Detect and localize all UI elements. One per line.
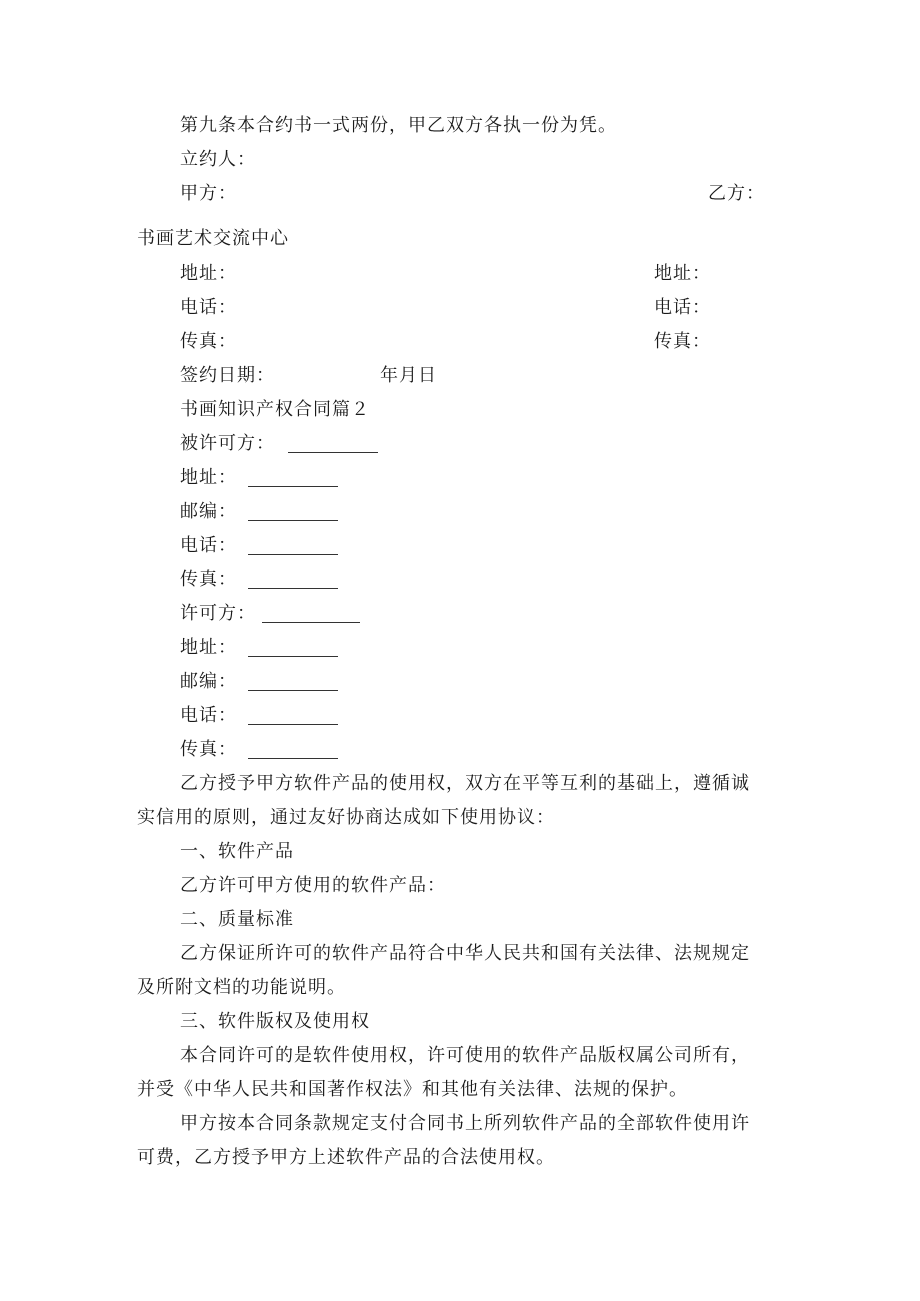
sign-date-ymd: 年月日 xyxy=(380,365,437,386)
licensee-zip-label: 邮编： xyxy=(180,501,237,522)
licensor-phone-label: 电话： xyxy=(180,705,237,726)
party-a-name: 书画艺术交流中心 xyxy=(137,228,289,249)
licensor-blank xyxy=(262,606,360,623)
section-3-paragraph-1-line-2: 并受《中华人民共和国著作权法》和其他有关法律、法规的保护。 xyxy=(137,1079,688,1100)
licensee-address-label: 地址： xyxy=(180,467,237,488)
party-a-phone-label: 电话： xyxy=(180,297,237,318)
paragraph-1-line-1: 乙方授予甲方软件产品的使用权，双方在平等互利的基础上，遵循诚 xyxy=(180,773,750,794)
section-3-heading: 三、软件版权及使用权 xyxy=(180,1011,370,1032)
section-2-heading: 二、质量标准 xyxy=(180,909,294,930)
party-a-address-label: 地址： xyxy=(180,263,237,284)
licensee-fax-label: 传真： xyxy=(180,569,237,590)
licensor-address-blank xyxy=(248,640,338,657)
licensee-label: 被许可方： xyxy=(180,433,275,454)
section-3-paragraph-2-line-1: 甲方按本合同条款规定支付合同书上所列软件产品的全部软件使用许 xyxy=(180,1113,750,1134)
licensee-fax-blank xyxy=(248,572,338,589)
party-a-label: 甲方： xyxy=(180,183,237,204)
party-b-phone-label: 电话： xyxy=(654,297,711,318)
party-b-address-label: 地址： xyxy=(654,263,711,284)
licensee-zip-blank xyxy=(248,504,338,521)
section-1-heading: 一、软件产品 xyxy=(180,841,294,862)
licensor-label: 许可方： xyxy=(180,603,256,624)
signers-label: 立约人： xyxy=(180,149,256,170)
licensee-phone-label: 电话： xyxy=(180,535,237,556)
party-b-fax-label: 传真： xyxy=(654,331,711,352)
section-1-text: 乙方许可甲方使用的软件产品： xyxy=(180,875,446,896)
licensee-blank xyxy=(288,436,378,453)
article-9: 第九条本合约书一式两份，甲乙双方各执一份为凭。 xyxy=(180,115,617,136)
licensor-zip-blank xyxy=(248,674,338,691)
party-b-label: 乙方： xyxy=(708,183,765,204)
sign-date-label: 签约日期： xyxy=(180,365,275,386)
section-2-line-2: 及所附文档的功能说明。 xyxy=(137,977,346,998)
section-title-2: 书画知识产权合同篇２ xyxy=(180,399,370,420)
licensor-fax-blank xyxy=(248,742,338,759)
section-2-line-1: 乙方保证所许可的软件产品符合中华人民共和国有关法律、法规规定 xyxy=(180,943,750,964)
licensor-zip-label: 邮编： xyxy=(180,671,237,692)
section-3-paragraph-1-line-1: 本合同许可的是软件使用权，许可使用的软件产品版权属公司所有， xyxy=(180,1045,750,1066)
licensor-fax-label: 传真： xyxy=(180,739,237,760)
paragraph-1-line-2: 实信用的原则，通过友好协商达成如下使用协议： xyxy=(137,807,555,828)
party-a-fax-label: 传真： xyxy=(180,331,237,352)
section-3-paragraph-2-line-2: 可费，乙方授予甲方上述软件产品的合法使用权。 xyxy=(137,1147,555,1168)
licensee-phone-blank xyxy=(248,538,338,555)
licensor-phone-blank xyxy=(248,708,338,725)
licensee-address-blank xyxy=(248,470,338,487)
licensor-address-label: 地址： xyxy=(180,637,237,658)
